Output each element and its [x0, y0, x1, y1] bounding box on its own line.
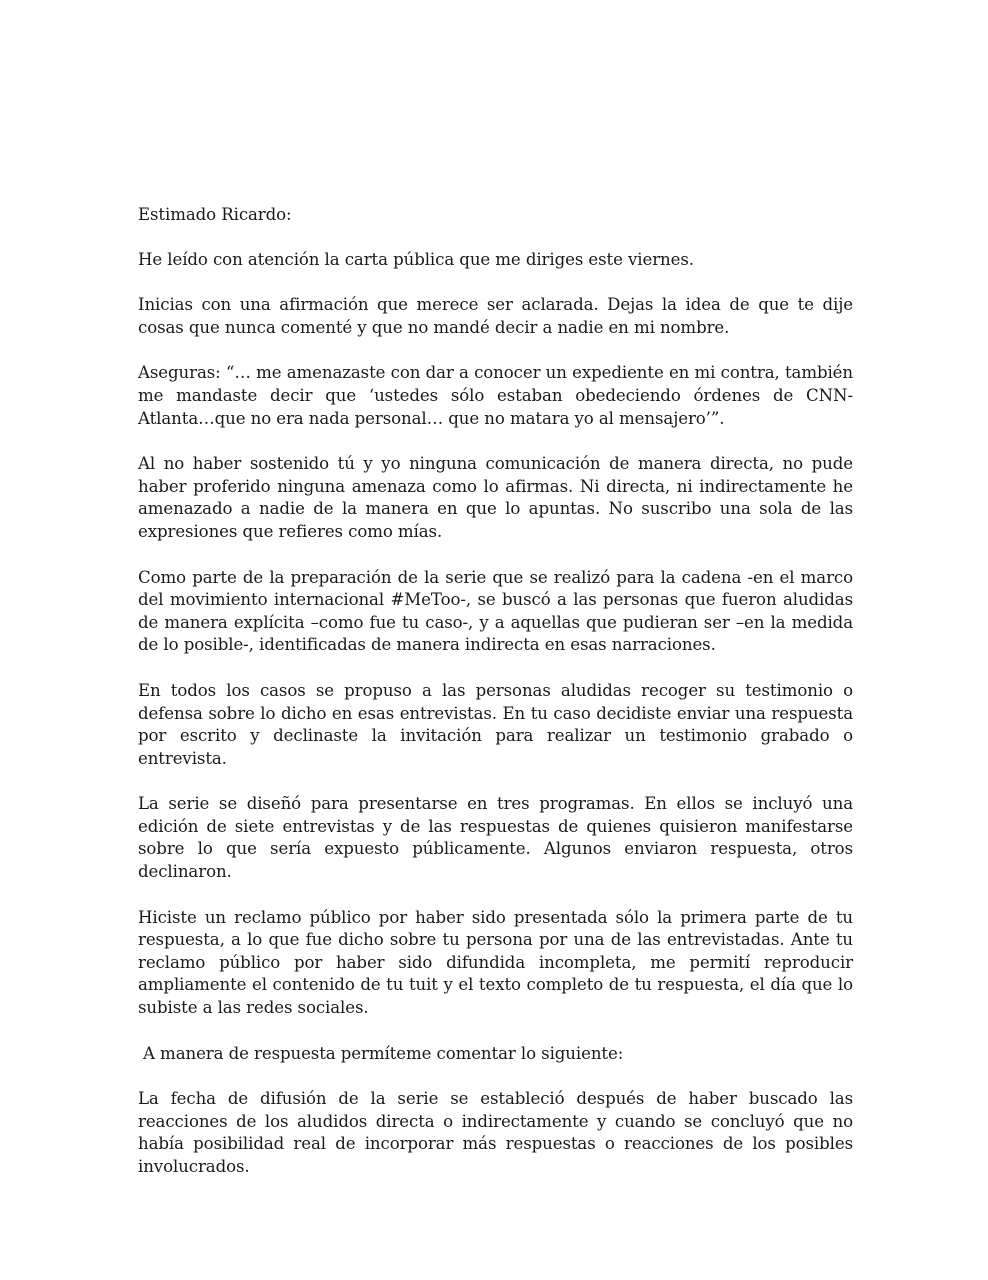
paragraph-1: He leído con atención la carta pública que me diriges este viernes. — [138, 249, 694, 269]
paragraph-4: Al no haber sostenido tú y yo ninguna comunicación de manera directa, no pude haber proferido ninguna amenaza como lo afirmas. Ni directa, ni indirectamente he amenazado a nadie de la manera en que lo apuntas. No suscribo una sola de las expresiones que refieres como mías. — [138, 454, 853, 541]
paragraph-6: En todos los casos se propuso a las personas aludidas recoger su testimonio o defensa sobre lo dicho en esas entrevistas. En tu caso decidiste enviar una respuesta por escrito y declinaste la invitación para realizar un testimonio grabado o entrevista. — [138, 680, 853, 768]
paragraph-9: A manera de respuesta permíteme comentar lo siguiente: — [143, 1043, 624, 1063]
paragraph-5: Como parte de la preparación de la serie que se realizó para la cadena -en el marco del movimiento internacional #MeToo-, se buscó a las personas que fueron aludidas de manera explícita –como fue tu caso-, y a aquellas que pudieran ser –en la medida de lo posible-, identificadas de manera indirecta en esas narraciones. — [138, 567, 853, 655]
letter-body — [138, 204, 853, 1202]
salutation: Estimado Ricardo: — [138, 205, 292, 224]
paragraph-7: La serie se diseñó para presentarse en tres programas. En ellos se incluyó una edición de siete entrevistas y de las respuestas de quienes quisieron manifestarse sobre lo que sería expuesto públicamente. Algunos enviaron respuesta, otros declinaron. — [138, 794, 853, 882]
paragraph-10: La fecha de difusión de la serie se estableció después de haber buscado las reacciones de los aludidos directa o indirectamente y cuando se concluyó que no había posibilidad real de incorporar más respuestas o reacciones de los posibles involucrados. — [138, 1089, 853, 1176]
paragraph-2: Inicias con una afirmación que merece ser aclarada. Dejas la idea de que te dije cosas que nunca comenté y que no mandé decir a nadie en mi nombre. — [138, 295, 853, 337]
paragraph-8: Hiciste un reclamo público por haber sido presentada sólo la primera parte de tu respuesta, a lo que fue dicho sobre tu persona por una de las entrevistadas. Ante tu reclamo público por haber sido difundida incompleta, me permití reproducir ampliamente el contenido de tu tuit y el texto completo de tu respuesta, el día que lo subiste a las redes sociales. — [138, 907, 853, 1018]
paragraph-3: Aseguras: “… me amenazaste con dar a conocer un expediente en mi contra, también me mandaste decir que ‘ustedes sólo estaban obedeciendo órdenes de CNN-Atlanta…que no era nada personal… que no matara yo al mensajero’”. — [138, 363, 853, 428]
